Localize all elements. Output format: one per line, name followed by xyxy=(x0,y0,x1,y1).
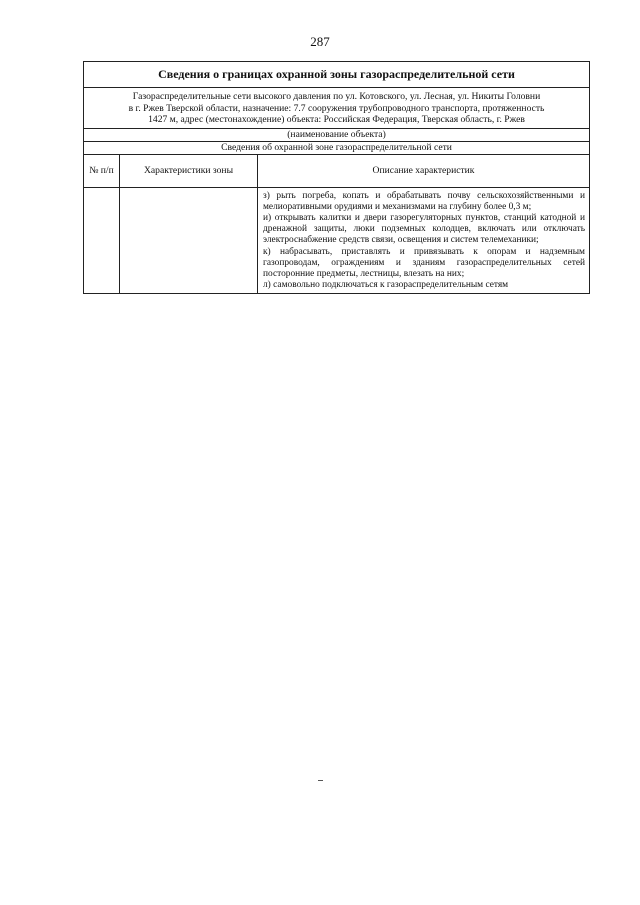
row-description-cell xyxy=(258,188,589,294)
table-row xyxy=(84,188,589,294)
table-title: Сведения о границах охранной зоны газораспределительной сети xyxy=(84,62,589,88)
page-number: 287 xyxy=(310,34,330,49)
row-zone-cell xyxy=(120,188,258,294)
row-number-cell xyxy=(84,188,120,294)
column-header-description: Описание характеристик xyxy=(372,165,475,176)
column-header-zone: Характеристики зоны xyxy=(120,155,258,187)
column-header-number: № п/п xyxy=(84,155,120,187)
scan-speck xyxy=(318,780,323,781)
description-item: з) рыть погреба, копать и обрабатывать почву сельскохозяйственными и мелиоративными орудиями и механизмами на глубину более 0,3 м; xyxy=(263,190,585,212)
description-item: к) набрасывать, приставлять и привязывать к опорам и надземным газопроводам, ограждениям и зданиям газораспределительных сетей посторонние предметы, лестницы, влезать на них; xyxy=(263,246,585,279)
object-line: Газораспределительные сети высокого давления по ул. Котовского, ул. Лесная, ул. Никиты Головни xyxy=(132,91,541,102)
object-line: 1427 м, адрес (местонахождение) объекта: Российская Федерация, Тверская область, г. Ржев xyxy=(148,114,525,125)
object-line: в г. Ржев Тверской области, назначение: 7.7 сооружения трубопроводного транспорта, протяженность xyxy=(128,102,545,114)
object-description xyxy=(84,88,589,129)
object-caption: (наименование объекта) xyxy=(84,129,589,142)
description-item: и) открывать калитки и двери газорегуляторных пунктов, станций катодной и дренажной защиты, люки подземных колодцев, включать или отключать электроснабжение средств связи, освещения и систем телемеханики; xyxy=(263,212,585,246)
table-header-row xyxy=(84,155,589,188)
description-item: л) самовольно подключаться к газораспределительным сетям xyxy=(263,280,509,291)
section-title: Сведения об охранной зоне газораспределительной сети xyxy=(84,142,589,155)
protection-zone-table xyxy=(83,61,590,294)
